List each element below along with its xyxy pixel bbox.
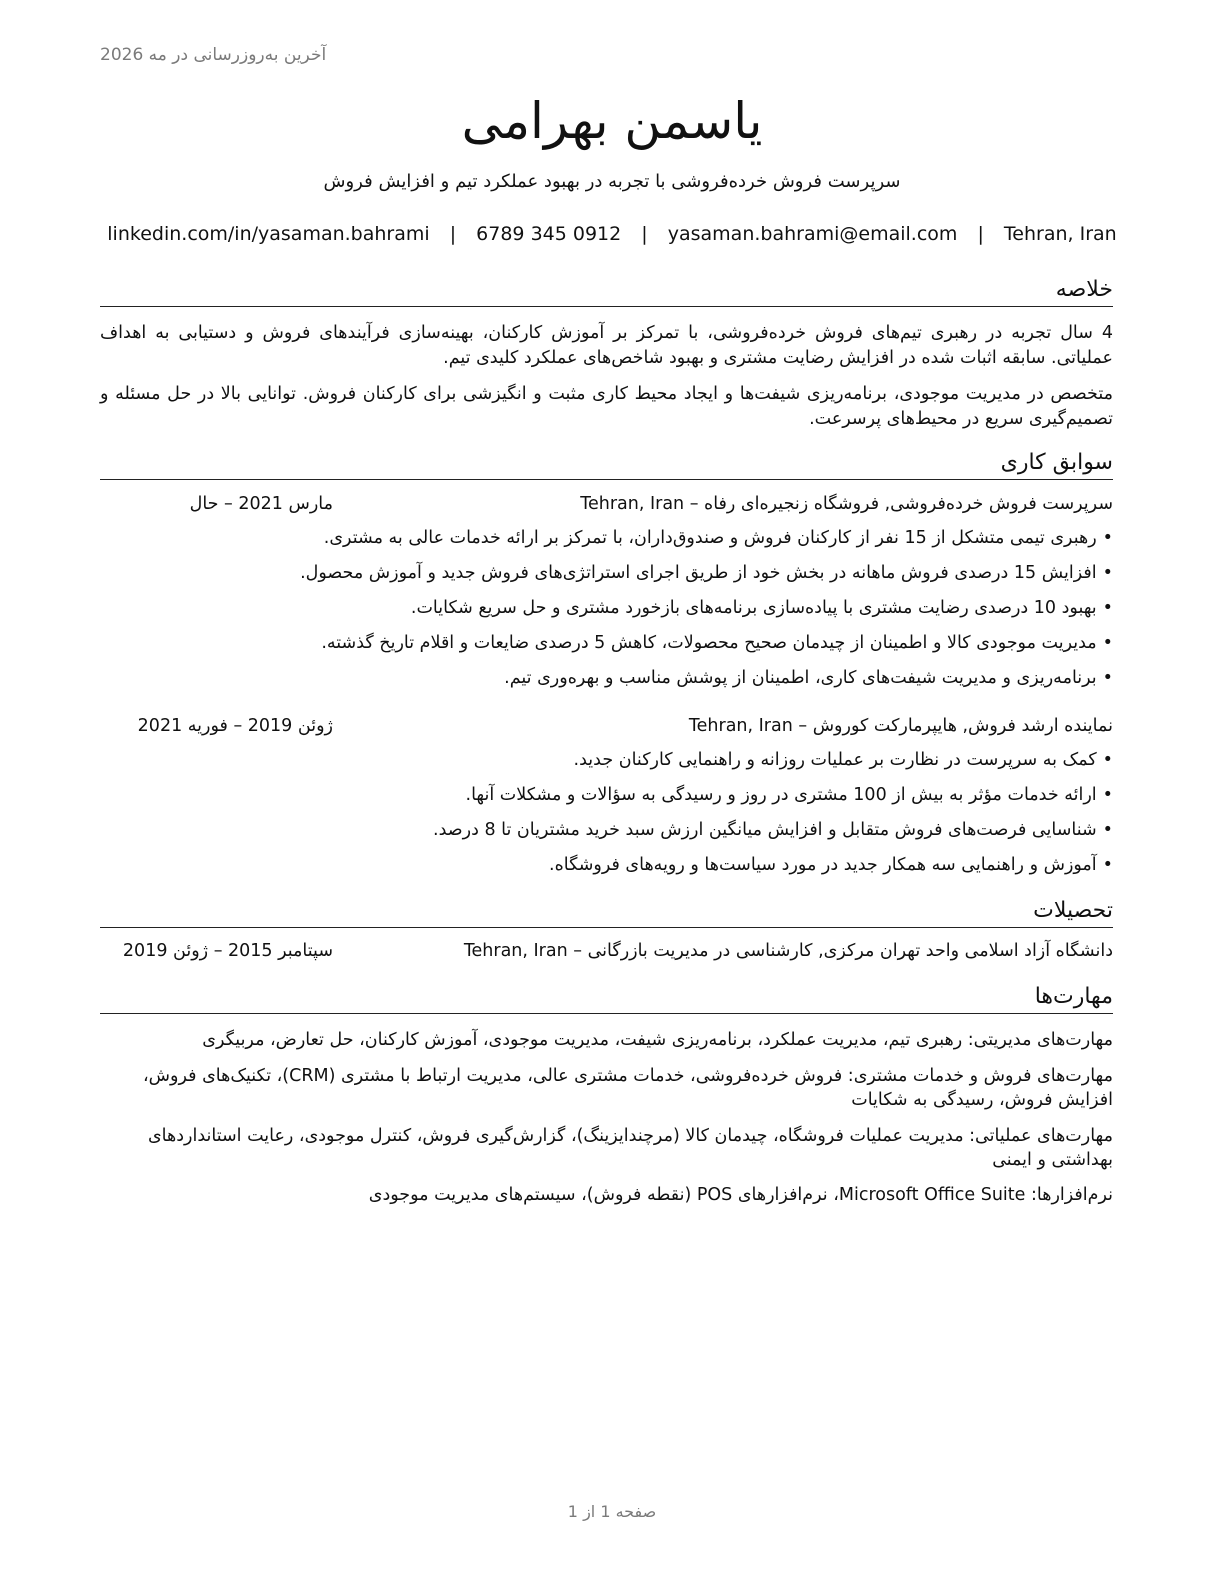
skill-line: مهارت‌های عملیاتی: مدیریت عملیات فروشگاه، چیدمان کالا (مرچندایزینگ)، گزارش‌گیری فروش، کنترل موجودی، رعایت استانداردهای بهداشتی و ایمنی xyxy=(147,1126,1113,1170)
contact-separator: | xyxy=(641,223,648,245)
contact-separator: | xyxy=(449,223,457,245)
job-bullets xyxy=(100,747,1113,887)
bullet-dot: • xyxy=(1102,855,1113,875)
bullet-dot: • xyxy=(1102,563,1113,583)
job-role: سرپرست فروش خرده‌فروشی, فروشگاه زنجیره‌ای رفاه – Tehran, Iran xyxy=(580,494,1113,514)
contact-separator: | xyxy=(977,223,984,245)
list-item xyxy=(100,525,1113,560)
bullet-text: کمک به سرپرست در نظارت بر عملیات روزانه و راهنمایی کارکنان جدید. xyxy=(573,750,1097,770)
job-bullets xyxy=(100,525,1113,700)
job-role: نماینده ارشد فروش, هایپرمارکت کوروش – Tehran, Iran xyxy=(688,716,1113,736)
skill-line: مهارت‌های مدیریتی: رهبری تیم، مدیریت عملکرد، برنامه‌ریزی شیفت، مدیریت موجودی، آموزش کارکنان، حل تعارض، مربیگری xyxy=(202,1030,1113,1050)
list-item xyxy=(100,560,1113,595)
bullet-text: مدیریت موجودی کالا و اطمینان از چیدمان صحیح محصولات، کاهش 5 درصدی ضایعات و اقلام تاریخ گذشته. xyxy=(321,633,1097,653)
summary-heading: خلاصه xyxy=(100,276,1113,307)
last-updated-text: آخرین به‌روزرسانی در مه 2026 xyxy=(100,45,327,65)
bullet-text: ارائه خدمات مؤثر به بیش از 100 مشتری در روز و رسیدگی به سؤالات و مشکلات آنها. xyxy=(465,785,1097,805)
bullet-dot: • xyxy=(1102,820,1113,840)
skill-line: نرم‌افزارها: Microsoft Office Suite، نرم‌افزارهای POS (نقطه فروش)، سیستم‌های مدیریت موجودی xyxy=(368,1185,1113,1205)
page-number: صفحه 1 از 1 xyxy=(567,1502,657,1521)
bullet-dot: • xyxy=(1102,528,1113,548)
list-item xyxy=(100,665,1113,700)
bullet-dot: • xyxy=(1102,598,1113,618)
skill-line: مهارت‌های فروش و خدمات مشتری: فروش خرده‌فروشی، خدمات مشتری عالی، مدیریت ارتباط با مشتری (CRM)، تکنیک‌های فروش، افزایش فروش، رسیدگی به شکایات xyxy=(143,1066,1113,1110)
list-item xyxy=(100,817,1113,852)
job-header xyxy=(100,494,1113,520)
list-item xyxy=(100,630,1113,665)
bullet-text: برنامه‌ریزی و مدیریت شیفت‌های کاری، اطمینان از پوشش مناسب و بهره‌وری تیم. xyxy=(504,668,1097,688)
skills-heading: مهارت‌ها xyxy=(100,983,1113,1014)
list-item xyxy=(100,595,1113,630)
education-heading: تحصیلات xyxy=(100,897,1113,928)
bullet-dot: • xyxy=(1102,633,1113,653)
education-entry xyxy=(100,941,1113,967)
bullet-text: آموزش و راهنمایی سه همکار جدید در مورد سیاست‌ها و رویه‌های فروشگاه. xyxy=(549,855,1097,875)
bullet-text: رهبری تیمی متشکل از 15 نفر از کارکنان فروش و صندوق‌داران، با تمرکز بر ارائه خدمات عالی به مشتری. xyxy=(323,528,1097,548)
list-item xyxy=(100,747,1113,782)
job-dates: مارس 2021 – حال xyxy=(189,494,333,514)
tagline: سرپرست فروش خرده‌فروشی با تجربه در بهبود عملکرد تیم و افزایش فروش xyxy=(323,171,901,192)
bullet-text: افزایش 15 درصدی فروش ماهانه در بخش خود از طریق اجرای استراتژی‌های فروش جدید و آموزش محصول. xyxy=(300,563,1097,583)
summary-paragraph-1: 4 سال تجربه در رهبری تیم‌های فروش خرده‌فروشی، با تمرکز بر آموزش کارکنان، بهینه‌سازی فرآیندهای فروش و دستیابی به اهداف عملیاتی. سابقه اثبات شده در افزایش رضایت مشتری و بهبود شاخص‌های عملکرد کلیدی تیم. xyxy=(100,323,1113,368)
contact-line xyxy=(0,223,1224,245)
job-header xyxy=(100,716,1113,742)
bullet-text: بهبود 10 درصدی رضایت مشتری با پیاده‌سازی برنامه‌های بازخورد مشتری و حل سریع شکایات. xyxy=(410,598,1097,618)
location-text: Tehran, Iran xyxy=(1003,223,1117,245)
summary-paragraph-2: متخصص در مدیریت موجودی، برنامه‌ریزی شیفت‌ها و ایجاد محیط کاری مثبت و انگیزشی برای کارکنان فروش. توانایی بالا در حل مسئله و تصمیم‌گیری سریع در محیط‌های پرسرعت. xyxy=(100,384,1113,429)
experience-heading: سوابق کاری xyxy=(100,449,1113,480)
linkedin-link[interactable]: linkedin.com/in/yasaman.bahrami xyxy=(107,223,430,245)
education-institution: دانشگاه آزاد اسلامی واحد تهران مرکزی, کارشناسی در مدیریت بازرگانی – Tehran, Iran xyxy=(463,941,1113,961)
bullet-dot: • xyxy=(1102,785,1113,805)
candidate-name: یاسمن بهرامی xyxy=(461,92,763,150)
bullet-dot: • xyxy=(1102,750,1113,770)
email-link[interactable]: yasaman.bahrami@email.com xyxy=(667,223,958,245)
job-dates: ژوئن 2019 – فوریه 2021 xyxy=(137,716,333,736)
bullet-dot: • xyxy=(1102,668,1113,688)
phone-number[interactable]: 6789 345 0912 xyxy=(476,223,622,245)
list-item xyxy=(100,782,1113,817)
bullet-text: شناسایی فرصت‌های فروش متقابل و افزایش میانگین ارزش سبد خرید مشتریان تا 8 درصد. xyxy=(433,820,1097,840)
list-item xyxy=(100,852,1113,887)
education-dates: سپتامبر 2015 – ژوئن 2019 xyxy=(122,941,333,961)
